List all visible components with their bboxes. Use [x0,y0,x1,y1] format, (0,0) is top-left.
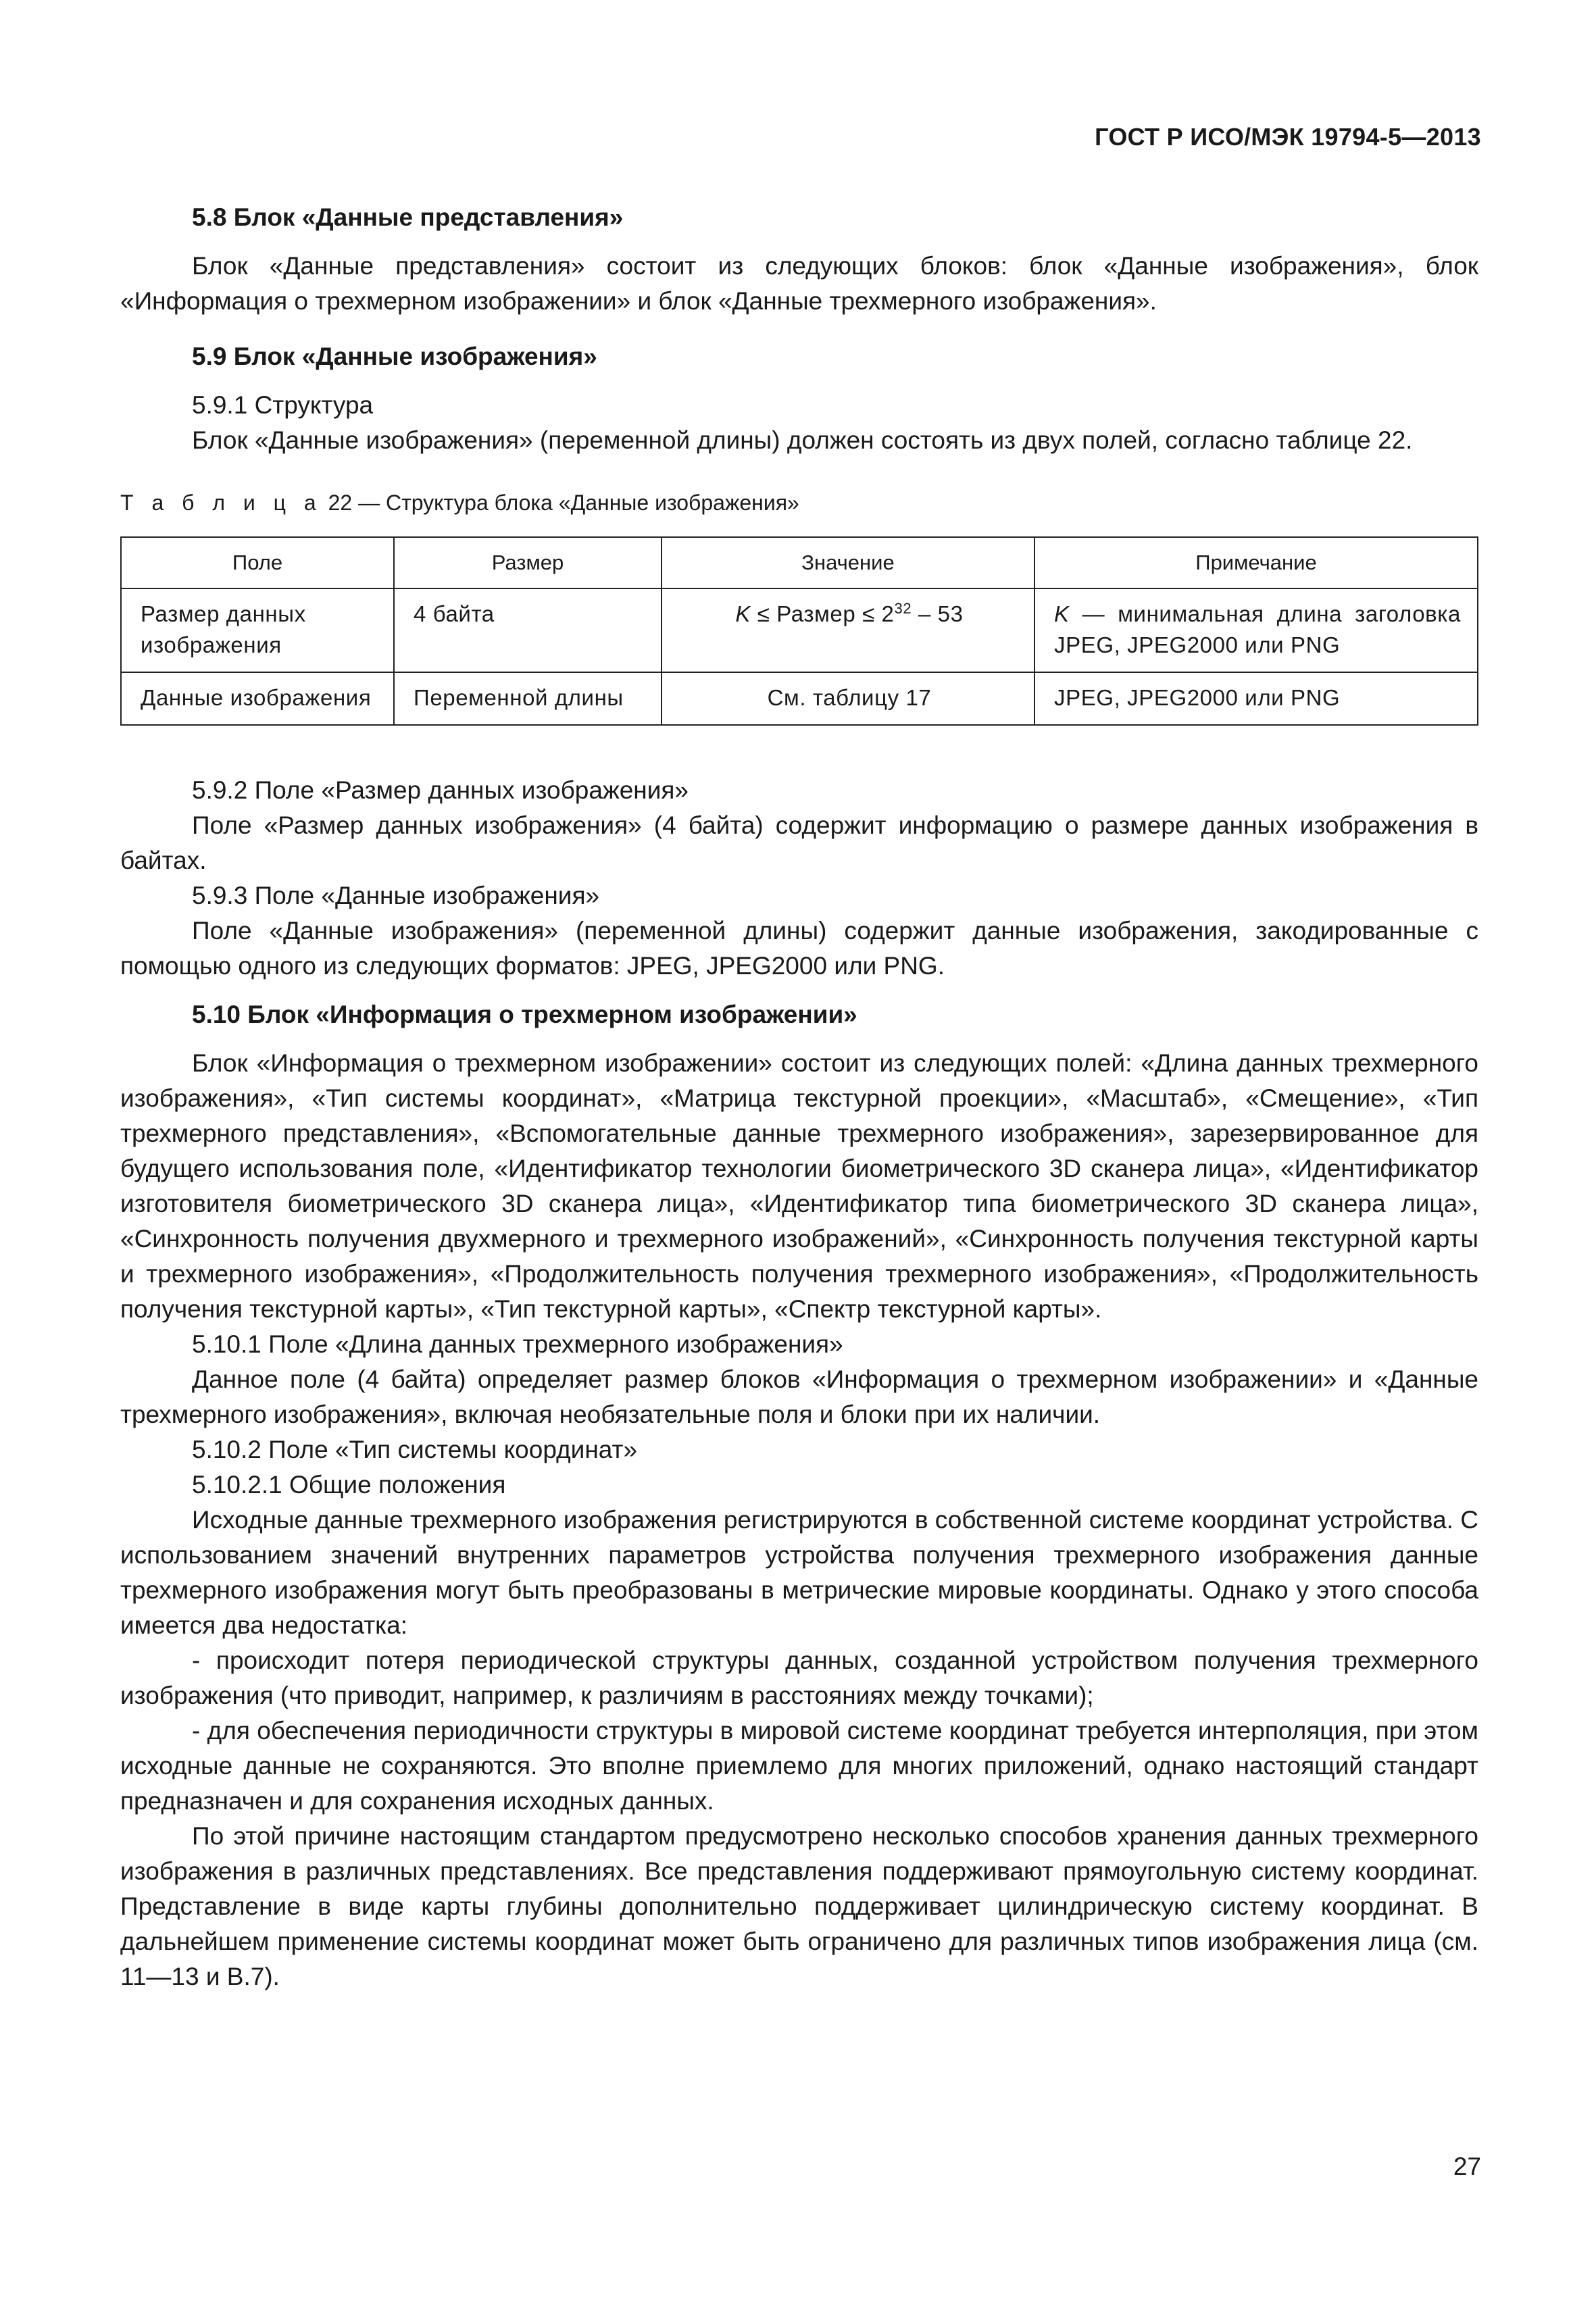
paragraph-5-10-2-1-final: По этой причине настоящим стандартом предусмотрено несколько способов хранения данных трехмерного изображения в различных представлениях. Все представления поддерживают прямоугольную систему координат. Представление в виде карты глубины дополнительно поддерживает цилиндрическую систему координат. В дальнейшем применение системы координат может быть ограничено для различных типов изображения лица (см. 11—13 и B.7). [120,1822,1478,1990]
table-cell: Размер данных изображения [121,588,394,672]
table-cell-formula [662,588,1034,672]
paragraph-5-9-1: Блок «Данные изображения» (переменной длины) должен состоять из двух полей, согласно таблице 22. [192,426,1413,454]
table-header-cell: Значение [662,537,1034,588]
table-cell: См. таблицу 17 [662,672,1034,725]
paragraph-5-8: Блок «Данные представления» состоит из следующих блоков: блок «Данные изображения», блок «Информация о трехмерном изображении» и блок «Данные трехмерного изображения». [120,252,1478,315]
table-row [121,672,1478,725]
paragraph-5-9-2: Поле «Размер данных изображения» (4 байта) содержит информацию о размере данных изображения в байтах. [120,811,1478,874]
page-number: 27 [1453,2153,1481,2180]
subheading-5-10-1: 5.10.1 Поле «Длина данных трехмерного изображения» [192,1330,843,1358]
table-cell: JPEG, JPEG2000 или PNG [1034,672,1478,725]
table-cell: 4 байта [394,588,662,672]
paragraph-5-10: Блок «Информация о трехмерном изображении» состоит из следующих полей: «Длина данных трехмерного изображения», «Тип системы координат», «Матрица текстурной проекции», «Масштаб», «Смещение», «Тип трехмерного представления», «Вспомогательные данные трехмерного изображения», зарезервированное для будущего использования поле, «Идентификатор технологии биометрического 3D сканера лица», «Идентификатор изготовителя биометрического 3D сканера лица», «Идентификатор типа биометрического 3D сканера лица», «Синхронность получения двухмерного и трехмерного изображений», «Синхронность получения текстурной карты и трехмерного изображения», «Продолжительность получения трехмерного изображения», «Продолжительность получения текстурной карты», «Тип текстурной карты», «Спектр текстурной карты». [120,1049,1478,1323]
formula-middle: ≤ Размер ≤ 2 [751,601,895,626]
paragraph-5-10-1: Данное поле (4 байта) определяет размер блоков «Информация о трехмерном изображении» и «Данные трехмерного изображения», включая необязательные поля и блоки при их наличии. [120,1365,1478,1428]
paragraph-5-9-3: Поле «Данные изображения» (переменной длины) содержит данные изображения, закодированные с помощью одного из следующих форматов: JPEG, JPEG2000 или PNG. [120,917,1478,980]
subheading-5-9-1: 5.9.1 Структура [192,391,374,419]
list-item: - для обеспечения периодичности структуры в мировой системе координат требуется интерполяция, при этом исходные данные не сохраняются. Это вполне приемлемо для многих приложений, однако настоящий стандарт предназначен и для сохранения исходных данных. [120,1717,1478,1815]
table-cell: Переменной длины [394,672,662,725]
subheading-5-10-2-1: 5.10.2.1 Общие положения [192,1471,506,1499]
document-header: ГОСТ Р ИСО/МЭК 19794-5—2013 [1095,123,1481,151]
subheading-5-9-3: 5.9.3 Поле «Данные изображения» [192,882,600,909]
formula-end: – 53 [912,601,964,626]
table-header-row [121,537,1478,588]
note-text: — минимальная длина заголовка JPEG, JPEG2000 или PNG [1054,601,1461,657]
table-header-cell: Примечание [1034,537,1478,588]
table-row [121,588,1478,672]
table-header-cell: Размер [394,537,662,588]
table-cell-note [1034,588,1478,672]
heading-5-9: 5.9 Блок «Данные изображения» [192,343,597,370]
heading-5-10: 5.10 Блок «Информация о трехмерном изображении» [192,1001,857,1028]
formula-exponent: 32 [894,600,912,617]
table-caption-label: Т а б л и ц а [120,491,322,515]
table-caption-title: 22 — Структура блока «Данные изображения» [322,491,799,515]
subheading-5-9-2: 5.9.2 Поле «Размер данных изображения» [192,776,689,804]
table-cell: Данные изображения [121,672,394,725]
subheading-5-10-2: 5.10.2 Поле «Тип системы координат» [192,1436,638,1463]
table-header-cell: Поле [121,537,394,588]
table-caption [120,488,1478,518]
paragraph-5-10-2-1: Исходные данные трехмерного изображения регистрируются в собственной системе координат устройства. С использованием значений внутренних параметров устройства получения трехмерного изображения данные трехмерного изображения могут быть преобразованы в метрические мировые координаты. Однако у этого способа имеется два недостатка: [120,1506,1478,1639]
variable-k: K [1054,601,1070,626]
list-item: - происходит потеря периодической структуры данных, созданной устройством получения трехмерного изображения (что приводит, например, к различиям в расстояниях между точками); [120,1646,1478,1709]
heading-5-8: 5.8 Блок «Данные представления» [192,203,624,231]
table-22 [120,536,1478,726]
page-content [120,200,1478,1994]
variable-k: K [735,601,751,626]
